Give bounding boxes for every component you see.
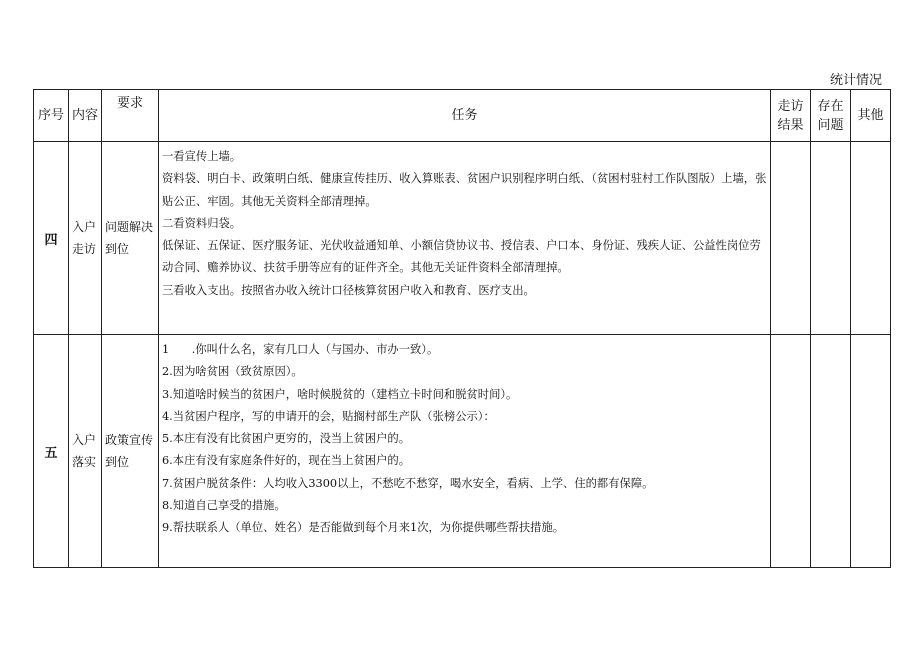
task-line: 5.本庄有没有比贫困户更穷的，没当上贫困户的。 bbox=[162, 432, 411, 446]
task-table bbox=[33, 89, 891, 568]
header-problems-line1: 存在 bbox=[817, 98, 844, 114]
row-tasks bbox=[159, 335, 771, 568]
header-visit-result-line1: 走访 bbox=[777, 98, 804, 114]
visit-result-cell[interactable] bbox=[771, 335, 811, 568]
row-requirement: 问题解决到位 bbox=[102, 142, 159, 335]
visit-result-cell[interactable] bbox=[771, 142, 811, 335]
header-other: 其他 bbox=[851, 90, 891, 142]
row-seq: 四 bbox=[34, 142, 69, 335]
task-line: 4.当贫困户程序，写的申请开的会，贴搁村部生产队（张榜公示）： bbox=[162, 409, 495, 423]
task-line: 6.本庄有没有家庭条件好的，现在当上贫困户的。 bbox=[162, 454, 411, 468]
task-line: 一看宣传上墙。 bbox=[162, 150, 242, 163]
header-task: 任务 bbox=[159, 90, 771, 142]
row-content: 入户落实 bbox=[69, 335, 102, 568]
row-content: 入户走访 bbox=[69, 142, 102, 335]
task-line: 7.贫困户脱贫条件：人均收入3300以上，不愁吃不愁穿，喝水安全，看病、上学、住的都有保障。 bbox=[162, 476, 654, 490]
problems-cell[interactable] bbox=[811, 335, 851, 568]
header-problems-line2: 问题 bbox=[817, 117, 844, 133]
task-line: 9.帮扶联系人（单位、姓名）是否能做到每个月来1次，为你提供哪些帮扶措施。 bbox=[162, 521, 565, 535]
header-requirement: 要求 bbox=[102, 90, 159, 142]
task-line: 3.知道啥时候当的贫困户，啥时候脱贫的（建档立卡时间和脱贫时间）。 bbox=[162, 387, 518, 401]
task-line: 2.因为啥贫困（致贫原因）。 bbox=[162, 365, 303, 379]
other-cell[interactable] bbox=[851, 335, 891, 568]
row-seq: 五 bbox=[34, 335, 69, 568]
stat-title: 统计情况 bbox=[830, 73, 883, 88]
row-tasks bbox=[159, 142, 771, 335]
header-row bbox=[34, 90, 891, 142]
header-problems bbox=[811, 90, 851, 142]
task-line: 资料袋、明白卡、政策明白纸、健康宣传挂历、收入算账表、贫困户识别程序明白纸、（贫困村驻村工作队图版）上墙，张贴公正、牢固。其他无关资料全部清理掉。 bbox=[162, 172, 767, 208]
task-line: 8.知道自己享受的措施。 bbox=[162, 499, 286, 513]
other-cell[interactable] bbox=[851, 142, 891, 335]
task-line: 低保证、五保证、医疗服务证、光伏收益通知单、小额信贷协议书、授信表、户口本、身份证、残疾人证、公益性岗位劳动合同、赡养协议、扶贫手册等应有的证件齐全。其他无关证件资料全部清理掉。 bbox=[162, 239, 761, 275]
header-content: 内容 bbox=[69, 90, 102, 142]
task-line: 二看资料归袋。 bbox=[162, 216, 242, 230]
header-seq: 序号 bbox=[34, 90, 69, 142]
problems-cell[interactable] bbox=[811, 142, 851, 335]
task-line: 三看收入支出。按照省办收入统计口径核算贫困户收入和教育、医疗支出。 bbox=[162, 283, 535, 297]
table-row bbox=[34, 142, 891, 335]
table-row bbox=[34, 335, 891, 568]
row-requirement: 政策宣传到位 bbox=[102, 335, 159, 568]
header-visit-result bbox=[771, 90, 811, 142]
task-line: 1 .你叫什么名，家有几口人（与国办、市办一致）。 bbox=[162, 343, 439, 356]
header-visit-result-line2: 结果 bbox=[777, 117, 804, 133]
